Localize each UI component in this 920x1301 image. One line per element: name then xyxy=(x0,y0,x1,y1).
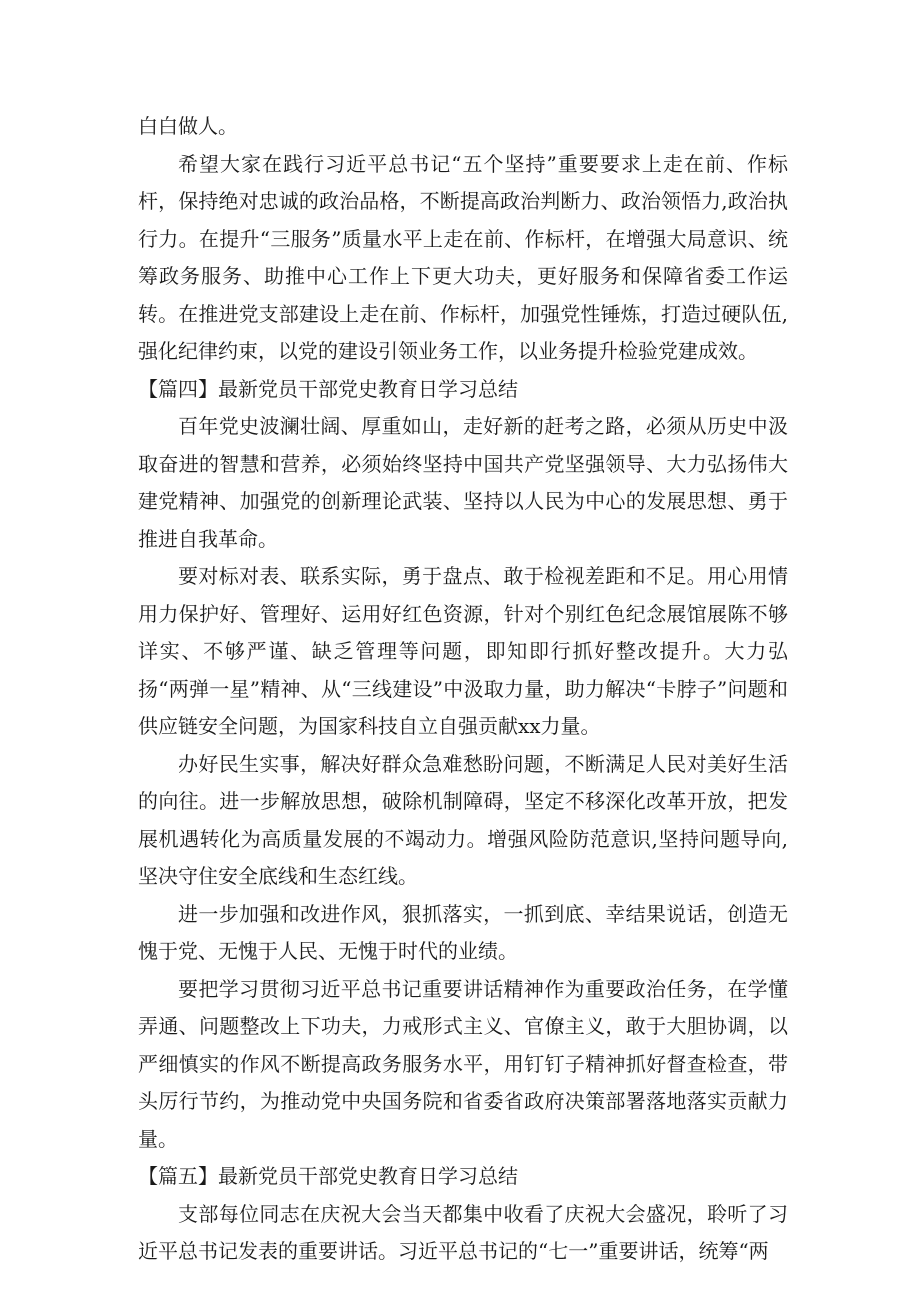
document-page xyxy=(138,108,788,1271)
body-paragraph: 进一步加强和改进作风，狠抓落实，一抓到底、幸结果说话，创造无愧于党、无愧于人民、无愧于时代的业绩。 xyxy=(138,901,788,963)
body-paragraph: 希望大家在践行习近平总书记“五个坚持”重要要求上走在前、作标杆，保持绝对忠诚的政治品格，不断提高政治判断力、政治领悟力,政治执行力。在提升“三服务”质量水平上走在前、作标杆，在增强大局意识、统筹政务服务、助推中心工作上下更大功夫，更好服务和保障省委工作运转。在推进党支部建设上走在前、作标杆，加强党性锤炼，打造过硬队伍,强化纪律约束，以党的建设引领业务工作，以业务提升检验党建成效。 xyxy=(138,151,788,363)
body-paragraph: 要对标对表、联系实际，勇于盘点、敢于检视差距和不足。用心用情用力保护好、管理好、运用好红色资源，针对个别红色纪念展馆展陈不够详实、不够严谨、缺乏管理等问题，即知即行抓好整改提升。大力弘扬“两弹一星”精神、从“三线建设”中汲取力量，助力解决“卡脖子”问题和供应链安全问题，为国家科技自立自强贡献xx力量。 xyxy=(138,564,788,738)
continuation-paragraph: 白白做人。 xyxy=(138,114,238,138)
body-paragraph: 支部每位同志在庆祝大会当天都集中收看了庆祝大会盛况，聆听了习近平总书记发表的重要讲话。习近平总书记的“七一”重要讲话，统筹“两 xyxy=(138,1201,788,1263)
section-heading-4: 【篇四】最新党员干部党史教育日学习总结 xyxy=(138,376,518,401)
body-paragraph: 要把学习贯彻习近平总书记重要讲话精神作为重要政治任务，在学懂弄通、问题整改上下功夫，力戒形式主义、官僚主义，敢于大胆协调，以严细慎实的作风不断提高政务服务水平，用钉钉子精神抓好督查检查，带头厉行节约，为推动党中央国务院和省委省政府决策部署落地落实贡献力量。 xyxy=(138,976,788,1151)
body-paragraph: 办好民生实事，解决好群众急难愁盼问题，不断满足人民对美好生活的向往。进一步解放思想，破除机制障碍，坚定不移深化改革开放，把发展机遇转化为高质量发展的不竭动力。增强风险防范意识,坚持问题导向,坚决守住安全底线和生态红线。 xyxy=(138,751,788,888)
section-heading-5: 【篇五】最新党员干部党史教育日学习总结 xyxy=(138,1164,518,1188)
body-paragraph: 百年党史波澜壮阔、厚重如山，走好新的赶考之路，必须从历史中汲取奋进的智慧和营养，必须始终坚持中国共产党坚强领导、大力弘扬伟大建党精神、加强党的创新理论武装、坚持以人民为中心的发展思想、勇于推进自我革命。 xyxy=(138,414,788,551)
